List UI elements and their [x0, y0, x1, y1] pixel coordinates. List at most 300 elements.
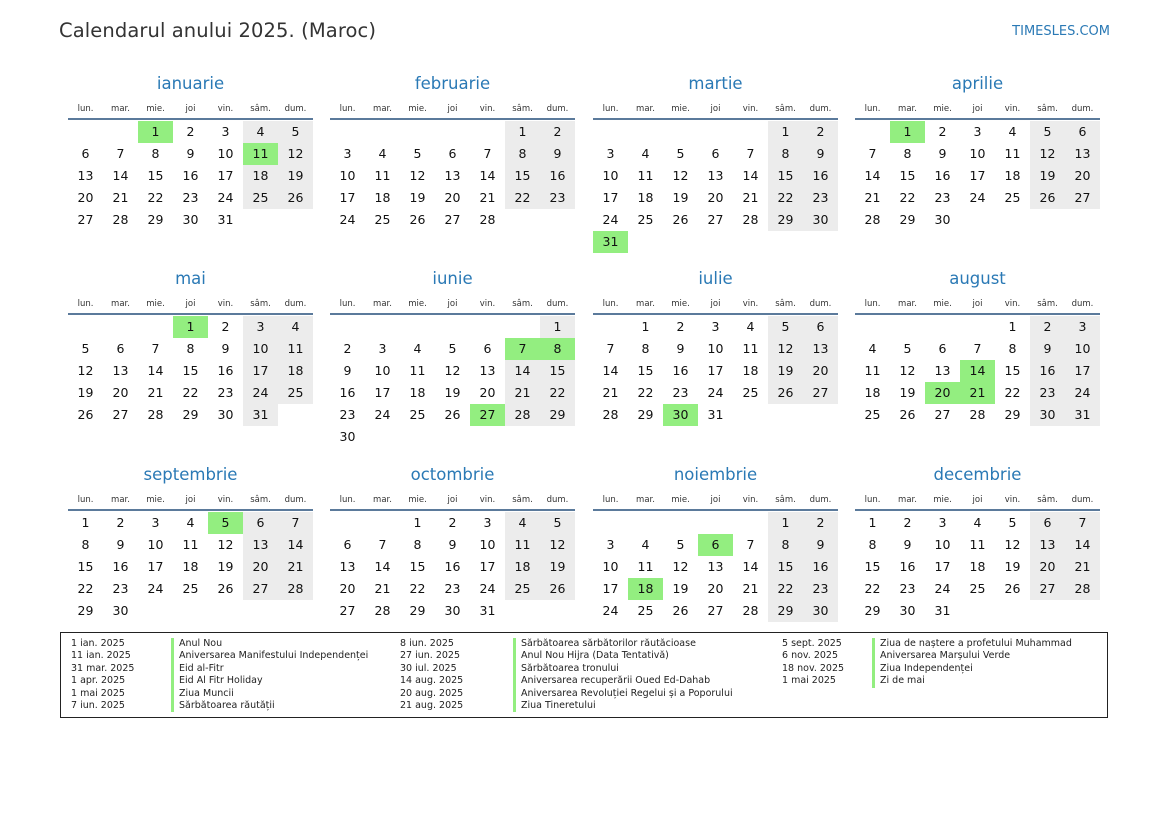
- day-cell: 6: [116, 341, 125, 356]
- day-cell: 13: [707, 168, 724, 183]
- day-cell: 15: [505, 165, 540, 187]
- day-cell: 29: [768, 600, 803, 622]
- day-cell: 7: [606, 341, 615, 356]
- day-cell: 6: [243, 512, 278, 534]
- day-cell: 6: [448, 146, 457, 161]
- month-octombrie: [330, 463, 575, 653]
- weekday-header: dum.: [1071, 495, 1094, 505]
- day-cell: 21: [112, 190, 129, 205]
- day-cell: 14: [960, 360, 995, 382]
- month-martie: [593, 72, 838, 262]
- weekday-header: dum.: [809, 104, 832, 114]
- day-cell: 28: [742, 212, 759, 227]
- holiday-date: 27 iun. 2025: [400, 650, 461, 662]
- day-cell: 12: [672, 559, 689, 574]
- day-cell: 21: [374, 581, 391, 596]
- holiday-name: Sărbătoarea răutății: [171, 700, 275, 712]
- day-cell: 8: [151, 146, 160, 161]
- day-cell: 12: [899, 363, 916, 378]
- weekday-header: mie.: [146, 299, 165, 309]
- holiday-name: Aniversarea recuperării Oued Ed-Dahab: [513, 675, 710, 687]
- weekday-header: mie.: [408, 104, 427, 114]
- day-cell: 4: [186, 515, 195, 530]
- day-cell: 18: [637, 190, 654, 205]
- day-cell: 9: [903, 537, 912, 552]
- day-cell: 29: [864, 603, 881, 618]
- day-cell: 5: [278, 121, 313, 143]
- day-cell: 22: [77, 581, 94, 596]
- day-cell: 30: [217, 407, 234, 422]
- day-cell: 4: [378, 146, 387, 161]
- holiday-date: 31 mar. 2025: [71, 662, 135, 674]
- day-cell: 8: [540, 338, 575, 360]
- day-cell: 22: [540, 382, 575, 404]
- month-august: [855, 267, 1100, 457]
- day-cell: 10: [339, 168, 356, 183]
- day-cell: 19: [444, 385, 461, 400]
- day-cell: 23: [112, 581, 129, 596]
- day-cell: 3: [973, 124, 982, 139]
- weekday-header: sâm.: [775, 299, 796, 309]
- weekday-header: lun.: [77, 299, 94, 309]
- day-cell: 15: [409, 559, 426, 574]
- day-cell: 5: [208, 512, 243, 534]
- day-cell: 10: [1065, 338, 1100, 360]
- month-title: martie: [688, 74, 743, 93]
- day-cell: 14: [374, 559, 391, 574]
- weekday-header: vin.: [479, 104, 496, 114]
- holiday-date: 20 aug. 2025: [400, 687, 464, 699]
- day-cell: 26: [217, 581, 234, 596]
- day-cell: 11: [864, 363, 881, 378]
- day-cell: 8: [868, 537, 877, 552]
- day-cell: 23: [444, 581, 461, 596]
- month-title: iulie: [698, 269, 733, 288]
- day-cell: 26: [768, 382, 803, 404]
- weekday-header: dum.: [809, 299, 832, 309]
- month-title: iunie: [432, 269, 473, 288]
- day-cell: 18: [864, 385, 881, 400]
- weekday-header: sâm.: [512, 104, 533, 114]
- weekday-header: mar.: [636, 495, 655, 505]
- holiday-name: Ziua de naștere a profetului Muhammad: [872, 638, 1072, 650]
- day-cell: 25: [278, 382, 313, 404]
- day-cell: 17: [243, 360, 278, 382]
- day-cell: 13: [1030, 534, 1065, 556]
- day-cell: 28: [374, 603, 391, 618]
- day-cell: 14: [147, 363, 164, 378]
- day-cell: 6: [803, 316, 838, 338]
- month-decembrie: [855, 463, 1100, 653]
- day-cell: 2: [116, 515, 125, 530]
- day-cell: 24: [602, 603, 619, 618]
- day-cell: 27: [444, 212, 461, 227]
- day-cell: 15: [768, 556, 803, 578]
- day-cell: 8: [186, 341, 195, 356]
- day-cell: 7: [1065, 512, 1100, 534]
- day-cell: 28: [864, 212, 881, 227]
- day-cell: 7: [868, 146, 877, 161]
- weekday-header: mie.: [408, 299, 427, 309]
- day-cell: 25: [637, 212, 654, 227]
- day-cell: 7: [151, 341, 160, 356]
- day-cell: 21: [479, 190, 496, 205]
- day-cell: 12: [217, 537, 234, 552]
- day-cell: 20: [77, 190, 94, 205]
- day-cell: 31: [707, 407, 724, 422]
- day-cell: 23: [934, 190, 951, 205]
- day-cell: 22: [768, 578, 803, 600]
- day-cell: 2: [448, 515, 457, 530]
- day-cell: 12: [77, 363, 94, 378]
- day-cell: 11: [243, 143, 278, 165]
- day-cell: 17: [374, 385, 391, 400]
- day-cell: 31: [243, 404, 278, 426]
- day-cell: 17: [602, 581, 619, 596]
- weekday-header: sâm.: [775, 104, 796, 114]
- day-cell: 2: [803, 121, 838, 143]
- weekday-header: mie.: [146, 104, 165, 114]
- day-cell: 24: [707, 385, 724, 400]
- weekday-header: lun.: [602, 299, 619, 309]
- weekday-header: vin.: [217, 299, 234, 309]
- day-cell: 24: [934, 581, 951, 596]
- day-cell: 5: [676, 146, 685, 161]
- header-divider: [855, 118, 1100, 120]
- holiday-name: Ziua Independenței: [872, 663, 973, 675]
- day-cell: 7: [483, 146, 492, 161]
- day-cell: 27: [243, 578, 278, 600]
- weekday-header: sâm.: [250, 299, 271, 309]
- day-cell: 19: [278, 165, 313, 187]
- day-cell: 6: [698, 534, 733, 556]
- day-cell: 11: [637, 168, 654, 183]
- day-cell: 11: [505, 534, 540, 556]
- weekday-header: mie.: [408, 495, 427, 505]
- day-cell: 26: [672, 212, 689, 227]
- day-cell: 9: [448, 537, 457, 552]
- day-cell: 31: [593, 231, 628, 253]
- day-cell: 23: [217, 385, 234, 400]
- day-cell: 9: [803, 143, 838, 165]
- day-cell: 7: [116, 146, 125, 161]
- day-cell: 17: [479, 559, 496, 574]
- day-cell: 2: [903, 515, 912, 530]
- weekday-header: mar.: [111, 299, 130, 309]
- day-cell: 22: [864, 581, 881, 596]
- day-cell: 23: [672, 385, 689, 400]
- day-cell: 16: [803, 165, 838, 187]
- day-cell: 30: [899, 603, 916, 618]
- day-cell: 24: [969, 190, 986, 205]
- day-cell: 28: [278, 578, 313, 600]
- header-divider: [68, 313, 313, 315]
- day-cell: 27: [339, 603, 356, 618]
- month-noiembrie: [593, 463, 838, 653]
- day-cell: 25: [374, 212, 391, 227]
- day-cell: 15: [1004, 363, 1021, 378]
- day-cell: 1: [868, 515, 877, 530]
- day-cell: 8: [81, 537, 90, 552]
- day-cell: 2: [221, 319, 230, 334]
- weekday-header: dum.: [1071, 299, 1094, 309]
- day-cell: 21: [147, 385, 164, 400]
- month-mai: [68, 267, 313, 457]
- day-cell: 1: [505, 121, 540, 143]
- weekday-header: mar.: [373, 495, 392, 505]
- weekday-header: mar.: [898, 495, 917, 505]
- weekday-header: dum.: [546, 495, 569, 505]
- day-cell: 12: [1004, 537, 1021, 552]
- day-cell: 1: [540, 316, 575, 338]
- weekday-header: sâm.: [1037, 104, 1058, 114]
- day-cell: 8: [768, 143, 803, 165]
- day-cell: 20: [112, 385, 129, 400]
- day-cell: 18: [1004, 168, 1021, 183]
- day-cell: 18: [243, 165, 278, 187]
- day-cell: 22: [768, 187, 803, 209]
- day-cell: 9: [116, 537, 125, 552]
- day-cell: 21: [742, 190, 759, 205]
- holiday-date: 8 iun. 2025: [400, 638, 454, 649]
- weekday-header: sâm.: [250, 495, 271, 505]
- day-cell: 19: [217, 559, 234, 574]
- day-cell: 16: [540, 165, 575, 187]
- day-cell: 17: [217, 168, 234, 183]
- day-cell: 2: [676, 319, 685, 334]
- day-cell: 30: [934, 212, 951, 227]
- day-cell: 31: [1065, 404, 1100, 426]
- weekday-header: dum.: [284, 495, 307, 505]
- month-iulie: [593, 267, 838, 457]
- day-cell: 14: [479, 168, 496, 183]
- day-cell: 11: [1004, 146, 1021, 161]
- day-cell: 20: [479, 385, 496, 400]
- header-divider: [330, 509, 575, 511]
- weekday-header: mar.: [636, 299, 655, 309]
- day-cell: 3: [378, 341, 387, 356]
- month-februarie: [330, 72, 575, 262]
- day-cell: 25: [182, 581, 199, 596]
- day-cell: 8: [1008, 341, 1017, 356]
- holiday-date: 21 aug. 2025: [400, 699, 464, 711]
- holiday-name: Aniversarea Manifestului Independenței: [171, 650, 368, 662]
- day-cell: 5: [1008, 515, 1017, 530]
- day-cell: 16: [934, 168, 951, 183]
- day-cell: 2: [343, 341, 352, 356]
- day-cell: 4: [868, 341, 877, 356]
- day-cell: 13: [803, 338, 838, 360]
- day-cell: 24: [1065, 382, 1100, 404]
- day-cell: 27: [1030, 578, 1065, 600]
- weekday-header: mie.: [933, 299, 952, 309]
- day-cell: 1: [890, 121, 925, 143]
- day-cell: 18: [969, 559, 986, 574]
- weekday-header: joi: [185, 299, 196, 309]
- day-cell: 15: [147, 168, 164, 183]
- day-cell: 8: [413, 537, 422, 552]
- day-cell: 30: [803, 600, 838, 622]
- day-cell: 30: [803, 209, 838, 231]
- weekday-header: mar.: [898, 104, 917, 114]
- day-cell: 25: [864, 407, 881, 422]
- day-cell: 24: [479, 581, 496, 596]
- month-aprilie: [855, 72, 1100, 262]
- day-cell: 30: [182, 212, 199, 227]
- weekday-header: sâm.: [512, 495, 533, 505]
- day-cell: 15: [540, 360, 575, 382]
- day-cell: 22: [182, 385, 199, 400]
- day-cell: 25: [505, 578, 540, 600]
- weekday-header: vin.: [742, 299, 759, 309]
- day-cell: 5: [540, 512, 575, 534]
- day-cell: 12: [768, 338, 803, 360]
- day-cell: 1: [768, 121, 803, 143]
- holiday-name: Sărbătoarea sărbătorilor răutăcioase: [513, 638, 696, 650]
- day-cell: 12: [672, 168, 689, 183]
- month-title: august: [949, 269, 1006, 288]
- day-cell: 5: [413, 146, 422, 161]
- day-cell: 28: [479, 212, 496, 227]
- day-cell: 8: [903, 146, 912, 161]
- day-cell: 26: [278, 187, 313, 209]
- header-divider: [593, 509, 838, 511]
- day-cell: 10: [374, 363, 391, 378]
- day-cell: 3: [151, 515, 160, 530]
- day-cell: 25: [969, 581, 986, 596]
- site-logo-link[interactable]: TIMESLES.COM: [1012, 24, 1110, 39]
- day-cell: 10: [147, 537, 164, 552]
- month-title: mai: [175, 269, 206, 288]
- holiday-name: Eid Al Fitr Holiday: [171, 675, 263, 687]
- day-cell: 13: [339, 559, 356, 574]
- day-cell: 26: [540, 578, 575, 600]
- day-cell: 27: [707, 212, 724, 227]
- day-cell: 3: [711, 319, 720, 334]
- holiday-date: 6 nov. 2025: [782, 650, 838, 662]
- month-title: octombrie: [410, 465, 495, 484]
- day-cell: 14: [505, 360, 540, 382]
- holiday-date: 1 mai 2025: [782, 675, 836, 687]
- day-cell: 7: [746, 146, 755, 161]
- day-cell: 13: [707, 559, 724, 574]
- day-cell: 10: [969, 146, 986, 161]
- day-cell: 10: [217, 146, 234, 161]
- day-cell: 17: [707, 363, 724, 378]
- day-cell: 20: [243, 556, 278, 578]
- day-cell: 26: [899, 407, 916, 422]
- holiday-name: Ziua Muncii: [171, 688, 234, 700]
- day-cell: 16: [672, 363, 689, 378]
- day-cell: 16: [339, 385, 356, 400]
- day-cell: 23: [339, 407, 356, 422]
- month-iunie: [330, 267, 575, 457]
- day-cell: 23: [1030, 382, 1065, 404]
- day-cell: 11: [374, 168, 391, 183]
- day-cell: 23: [540, 187, 575, 209]
- day-cell: 18: [374, 190, 391, 205]
- day-cell: 22: [409, 581, 426, 596]
- day-cell: 13: [934, 363, 951, 378]
- holiday-name: Zi de mai: [872, 675, 925, 687]
- day-cell: 5: [81, 341, 90, 356]
- day-cell: 27: [707, 603, 724, 618]
- day-cell: 30: [1030, 404, 1065, 426]
- day-cell: 6: [1030, 512, 1065, 534]
- weekday-header: joi: [185, 495, 196, 505]
- day-cell: 23: [803, 187, 838, 209]
- day-cell: 3: [606, 146, 615, 161]
- day-cell: 22: [1004, 385, 1021, 400]
- day-cell: 11: [409, 363, 426, 378]
- day-cell: 29: [768, 209, 803, 231]
- day-cell: 27: [470, 404, 505, 426]
- day-cell: 9: [676, 341, 685, 356]
- day-cell: 18: [505, 556, 540, 578]
- holiday-date: 18 nov. 2025: [782, 662, 845, 674]
- day-cell: 18: [742, 363, 759, 378]
- day-cell: 30: [339, 429, 356, 444]
- weekday-header: mie.: [671, 299, 690, 309]
- weekday-header: mar.: [373, 104, 392, 114]
- day-cell: 29: [409, 603, 426, 618]
- holiday-name: Sărbătoarea tronului: [513, 663, 619, 675]
- day-cell: 19: [768, 360, 803, 382]
- day-cell: 24: [339, 212, 356, 227]
- day-cell: 4: [973, 515, 982, 530]
- day-cell: 11: [637, 559, 654, 574]
- weekday-header: dum.: [1071, 104, 1094, 114]
- day-cell: 29: [1004, 407, 1021, 422]
- day-cell: 6: [1065, 121, 1100, 143]
- day-cell: 15: [899, 168, 916, 183]
- day-cell: 19: [899, 385, 916, 400]
- day-cell: 27: [1065, 187, 1100, 209]
- day-cell: 2: [540, 121, 575, 143]
- day-cell: 26: [1030, 187, 1065, 209]
- day-cell: 6: [81, 146, 90, 161]
- day-cell: 14: [742, 168, 759, 183]
- day-cell: 6: [483, 341, 492, 356]
- day-cell: 4: [1008, 124, 1017, 139]
- day-cell: 2: [1030, 316, 1065, 338]
- weekday-header: mar.: [111, 104, 130, 114]
- day-cell: 28: [969, 407, 986, 422]
- weekday-header: mie.: [671, 104, 690, 114]
- day-cell: 12: [1030, 143, 1065, 165]
- day-cell: 29: [540, 404, 575, 426]
- day-cell: 21: [864, 190, 881, 205]
- day-cell: 24: [243, 382, 278, 404]
- weekday-header: vin.: [742, 495, 759, 505]
- day-cell: 10: [243, 338, 278, 360]
- day-cell: 16: [1030, 360, 1065, 382]
- day-cell: 17: [147, 559, 164, 574]
- day-cell: 9: [803, 534, 838, 556]
- day-cell: 4: [641, 146, 650, 161]
- day-cell: 26: [409, 212, 426, 227]
- weekday-header: lun.: [602, 104, 619, 114]
- day-cell: 14: [602, 363, 619, 378]
- page-title: Calendarul anului 2025. (Maroc): [59, 19, 377, 42]
- day-cell: 11: [969, 537, 986, 552]
- day-cell: 13: [444, 168, 461, 183]
- day-cell: 2: [803, 512, 838, 534]
- day-cell: 22: [637, 385, 654, 400]
- day-cell: 24: [217, 190, 234, 205]
- day-cell: 22: [147, 190, 164, 205]
- day-cell: 28: [742, 603, 759, 618]
